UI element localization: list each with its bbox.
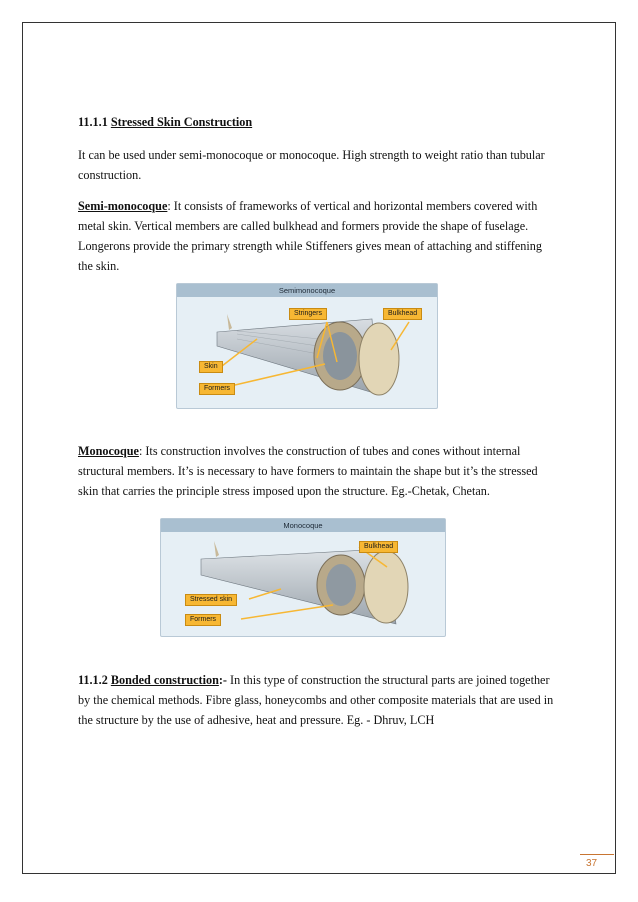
- label-skin: Skin: [199, 361, 223, 373]
- heading-number: 11.1.2: [78, 673, 111, 687]
- semimonocoque-figure: [176, 283, 438, 409]
- heading-title: Bonded construction: [110, 673, 219, 687]
- monocoque-figure: [160, 518, 446, 637]
- heading-suffix: :-: [218, 673, 227, 687]
- bonded-body: In this type of construction the structural parts are joined together by the chemical methods. Fibre glass, honeycombs and other composite materials that are used in the structure by the use of adhesive, heat and pressure. Eg. - Dhruv, LCH: [78, 673, 554, 727]
- label-bulkhead: Bulkhead: [359, 541, 398, 553]
- monocoque-definition: : Its construction involves the construction of tubes and cones without internal structural members. It’s is necessary to have formers to maintain the shape but it’s the stressed skin that carries the principle stress imposed upon the structure. Eg.-Chetak, Chetan.: [78, 444, 538, 498]
- former-inner: [326, 564, 356, 606]
- monocoque-term: Monocoque: [78, 444, 139, 458]
- semi-monocoque-definition: : It consists of frameworks of vertical and horizontal members covered with metal skin. Vertical members are called bulkhead and formers provide the shape of fuselage. Longerons provide the primary strength while Stiffeners gives mean of attaching and stiffening the skin.: [78, 199, 542, 273]
- label-formers: Formers: [185, 614, 221, 626]
- stressed-skin-intro: It can be used under semi-monocoque or monocoque. High strength to weight ratio than tubular construction.: [78, 148, 545, 182]
- tail-fin: [227, 314, 232, 330]
- tail-fin: [214, 541, 219, 557]
- heading-number: 11.1.1: [78, 115, 111, 129]
- label-formers: Formers: [199, 383, 235, 395]
- monocoque-paragraph: [78, 441, 558, 501]
- semi-monocoque-paragraph: [78, 196, 558, 276]
- bulkhead-disc: [359, 323, 399, 395]
- figure-title: Monocoque: [161, 519, 445, 532]
- former-inner: [323, 332, 357, 380]
- page-number-rule: [580, 854, 614, 855]
- bulkhead-disc: [364, 551, 408, 623]
- heading-title: Stressed Skin Construction: [110, 115, 253, 129]
- label-stringers: Stringers: [289, 308, 327, 320]
- label-bulkhead: Bulkhead: [383, 308, 422, 320]
- bonded-construction-paragraph: [78, 670, 558, 730]
- label-stressed-skin: Stressed skin: [185, 594, 237, 606]
- semi-monocoque-term: Semi-monocoque: [78, 199, 168, 213]
- page-number: 37: [586, 858, 598, 869]
- section-heading-stressed-skin: [78, 112, 558, 132]
- figure-title: Semimonocoque: [177, 284, 437, 297]
